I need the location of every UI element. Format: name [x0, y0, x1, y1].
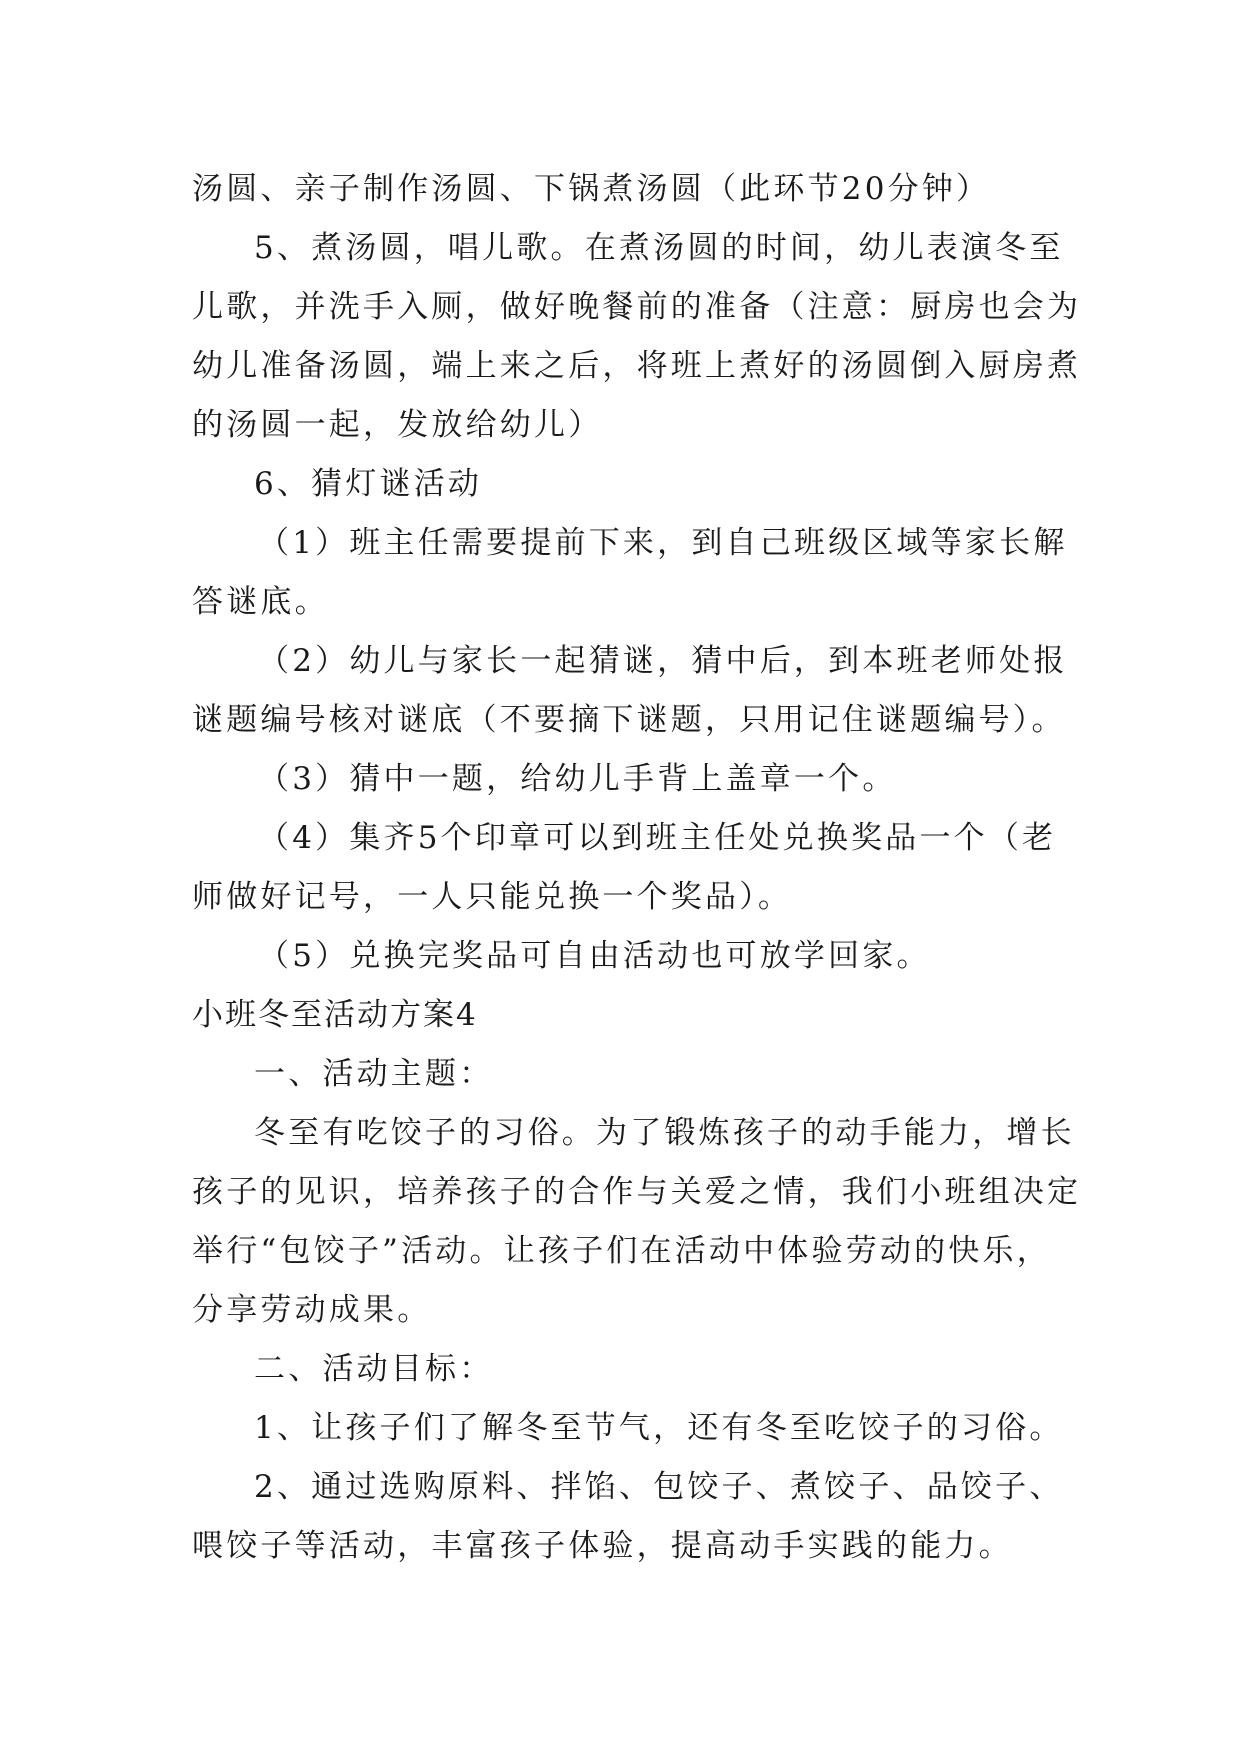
paragraph-line: 谜题编号核对谜底（不要摘下谜题，只用记住谜题编号）。: [192, 702, 1066, 738]
paragraph-line: 孩子的见识，培养孩子的合作与关爱之情，我们小班组决定: [192, 1174, 1082, 1210]
paragraph-line: 汤圆、亲子制作汤圆、下锅煮汤圆（此环节20分钟）: [192, 171, 991, 207]
paragraph-line: 1、让孩子们了解冬至节气，还有冬至吃饺子的习俗。: [254, 1410, 1064, 1446]
paragraph-line: 幼儿准备汤圆，端上来之后，将班上煮好的汤圆倒入厨房煮: [192, 348, 1082, 384]
paragraph-line: 冬至有吃饺子的习俗。为了锻炼孩子的动手能力，增长: [254, 1115, 1075, 1151]
subsection-heading: 一、活动主题：: [254, 1056, 494, 1092]
paragraph-line: 师做好记号，一人只能兑换一个奖品）。: [192, 879, 793, 915]
paragraph-line: 答谜底。: [192, 584, 329, 620]
paragraph-line: 的汤圆一起，发放给幼儿）: [192, 407, 603, 443]
section-heading: 小班冬至活动方案4: [192, 997, 478, 1033]
paragraph-line: 2、通过选购原料、拌馅、包饺子、煮饺子、品饺子、: [254, 1469, 1064, 1505]
subsection-heading: 二、活动目标：: [254, 1351, 494, 1387]
paragraph-line: （2）幼儿与家长一起猜谜，猜中后，到本班老师处报: [258, 643, 1068, 679]
paragraph-line: 5、煮汤圆，唱儿歌。在煮汤圆的时间，幼儿表演冬至: [254, 230, 1064, 266]
paragraph-line: 喂饺子等活动，丰富孩子体验，提高动手实践的能力。: [192, 1528, 1013, 1564]
paragraph-line: 分享劳动成果。: [192, 1292, 432, 1328]
document-body: [192, 160, 1082, 1576]
paragraph-line: 举行“包饺子”活动。让孩子们在活动中体验劳动的快乐，: [192, 1233, 1051, 1269]
paragraph-line: 儿歌，并洗手入厕，做好晚餐前的准备（注意：厨房也会为: [192, 289, 1082, 325]
paragraph-line: （3）猜中一题，给幼儿手背上盖章一个。: [258, 761, 897, 797]
paragraph-line: 6、猜灯谜活动: [254, 466, 483, 502]
paragraph-line: （4）集齐5个印章可以到班主任处兑换奖品一个（老: [258, 820, 1057, 856]
paragraph-line: （5）兑换完奖品可自由活动也可放学回家。: [258, 938, 931, 974]
paragraph-line: （1）班主任需要提前下来，到自己班级区域等家长解: [258, 525, 1068, 561]
